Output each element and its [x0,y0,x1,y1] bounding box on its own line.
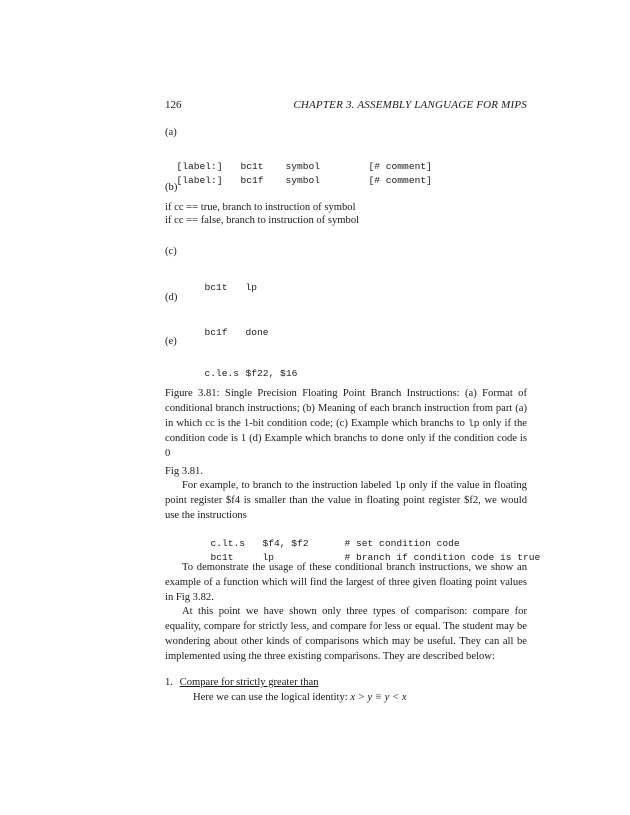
caption-code: lp [468,418,480,429]
part-a-label: (a) [165,127,177,138]
caption-text: only if the condition code is 0 [165,433,527,459]
code-op: bc1t [204,282,228,293]
part-e-label: (e) [165,336,177,347]
list-heading: Compare for strictly greater than [179,677,319,688]
math-identity: x > y ≡ y < x [350,692,407,703]
code-arg: done [245,327,269,338]
code-op: c.lt.s [210,538,246,549]
code-op: bc1t [210,552,234,563]
code-comment: [# comment] [368,161,432,172]
body-paragraph: To demonstrate the usage of these conditional branch instructions, we show an example of a function which will find the largest of three given floating point values in Fig 3.82. [165,562,527,603]
figure-caption [165,386,527,461]
figure-reference: Fig 3.81. [165,466,203,477]
part-b-label: (b) [165,182,178,193]
caption-text: only if the condition code is 1 (d) Example which branchs to [165,418,527,444]
code-comment: # set condition code [344,538,460,549]
chapter-title: CHAPTER 3. ASSEMBLY LANGUAGE FOR MIPS [293,99,527,111]
code-args: lp [262,552,275,563]
page-number: 126 [165,99,182,111]
code-op: bc1t [240,161,264,172]
code-op: bc1f [204,327,228,338]
code-label: [label:] [176,175,223,186]
paragraph-text: only if the value in floating point register $f4 is smaller than the value in floating point register $f2, we would use the instructions [165,480,527,521]
meaning-line: if cc == true, branch to instruction of symbol [165,202,356,213]
caption-text: Figure 3.81: Single Precision Floating Point Branch Instructions: (a) Format of conditional branch instructions; (b) Meaning of each branch instruction from part (a) in which cc is the 1-bit condition code; (c) Example which branchs to [165,388,527,429]
code-label: [label:] [176,161,223,172]
code-row [193,312,269,340]
part-c-label: (c) [165,246,177,257]
code-op: c.le.s [204,368,240,379]
code-row [165,160,432,188]
code-symbol: symbol [285,175,321,186]
code-row [193,267,257,295]
list-text: Here we can use the logical identity: [193,692,351,703]
list-body [193,690,407,705]
part-d-label: (d) [165,292,178,303]
code-op: bc1f [240,175,264,186]
code-arg: $f22, $16 [245,368,298,379]
code-row [193,353,297,381]
list-item [165,675,319,690]
paragraph-text: For example, to branch to the instruction labeled [182,480,395,491]
code-args: $f4, $f2 [262,538,309,549]
inline-code: lp [394,480,406,491]
code-comment: [# comment] [368,175,432,186]
body-paragraph: At this point we have shown only three types of comparison: compare for equality, compare for strictly less, and compare for less or equal. The student may be wondering about other kinds of comparisons which may be useful. They can all be implemented using the three existing comparisons. They are described below: [165,606,527,662]
caption-code: done [380,433,404,444]
meaning-line: if cc == false, branch to instruction of symbol [165,215,360,226]
body-paragraph [165,478,527,523]
code-comment: # branch if condition code is true [344,552,541,563]
list-number: 1. [165,677,173,688]
code-arg: lp [245,282,258,293]
code-symbol: symbol [285,161,321,172]
